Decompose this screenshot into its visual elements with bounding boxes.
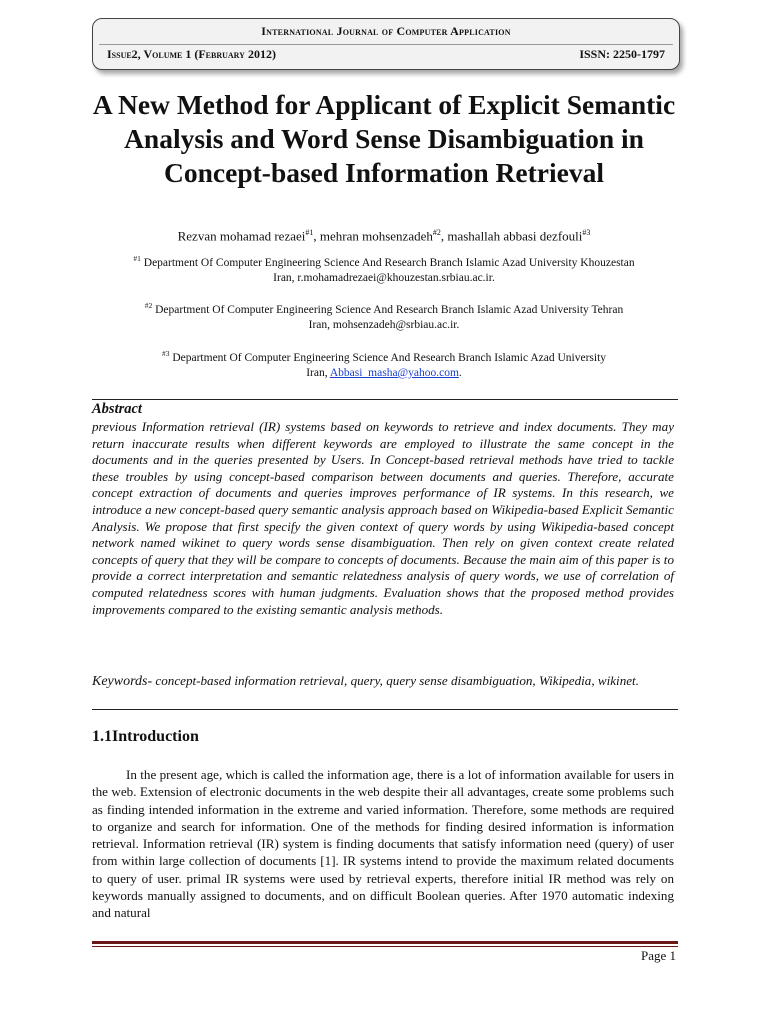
affiliation-line: Department Of Computer Engineering Science And Research Branch Islamic Azad University (169, 351, 607, 364)
header-divider (99, 44, 673, 45)
affiliation-line: Department Of Computer Engineering Science And Research Branch Islamic Azad University Khouzestan (140, 256, 635, 269)
affiliation-marker: #3 (161, 349, 170, 358)
email-link[interactable]: Abbasi_masha@yahoo.com (329, 366, 459, 379)
affiliation-marker: #1 (133, 254, 141, 263)
author-marker: #1 (305, 228, 314, 237)
author-name: Rezvan mohamad rezaei (177, 228, 306, 244)
affiliation-email-prefix: Iran, (306, 366, 330, 379)
section-heading-introduction: 1.1Introduction (92, 728, 199, 745)
abstract-text: previous Information retrieval (IR) systems based on keywords to retrieve and index documents. They may return inaccurate results when different keywords are employed to illustrate the same concept in the documents and in the queries presented by Users. In Concept-based retrieval methods have tried to tackle these troubles by using concept-based comparison between documents and queries. Therefore, accurate concept extraction of documents and queries improves performance of IR systems. In this research, we introduce a new concept-based query semantic analysis approach based on Wikipedia-based Explicit Semantic Analysis. We propose that first specify the given context of query words by using Wikipedia-based concept network named wikinet to query words sense disambiguation. Then rely on given context create related concepts of query that they will be compare to concepts of documents. Because the main aim of this paper is to provide a correct interpretation and semantic relatedness analysis of query words, we use of correlation of computed relatedness scores with human judgments. Evaluation shows that the proposed method provides improvements compared to the existing semantic analysis methods. (92, 419, 674, 617)
abstract-bottom-rule (92, 709, 678, 710)
abstract-top-rule (92, 399, 678, 400)
author-list (60, 228, 708, 244)
page-number: Page 1 (640, 948, 676, 963)
affiliation-email-line: Iran, mohsenzadeh@srbiau.ac.ir. (308, 318, 460, 331)
affiliation-line: Department Of Computer Engineering Science And Research Branch Islamic Azad University Tehran (152, 303, 624, 316)
journal-header-banner (92, 18, 680, 70)
affiliation-email-suffix: . (458, 366, 462, 379)
author-name: , mehran mohsenzadeh (313, 228, 433, 244)
affiliation-marker: #2 (144, 301, 153, 310)
footer-rule-thin (92, 946, 678, 947)
footer-rule (92, 941, 678, 944)
paper-title: A New Method for Applicant of Explicit Semantic Analysis and Word Sense Disambiguation in Concept-based Information Retrieval (92, 89, 676, 188)
issue-info: Issue2, Volume 1 (February 2012) (107, 47, 276, 61)
affiliation-email-line: Iran, r.mohamadrezaei@khouzestan.srbiau.ac.ir. (273, 271, 495, 284)
issn: ISSN: 2250-1797 (579, 47, 665, 61)
introduction-text: In the present age, which is called the information age, there is a lot of information available for users in the web. Extension of electronic documents in the web despite their all advantages, create some problems such as finding intended information in the extreme and varied information. Therefore, some methods are required to organize and search for information. One of the methods for finding desired information is information retrieval. Information retrieval (IR) system is finding documents that satisfy information need (query) of user from within large collection of documents [1]. IR systems intend to provide the maximum related documents to query of user. primal IR systems were used by retrieval experts, therefore initial IR method was rely on keywords manually assigned to documents, and on difficult Boolean queries. After 1970 automatic indexing and natural (92, 767, 674, 921)
affiliation-2 (60, 298, 708, 333)
affiliation-3 (60, 346, 708, 381)
abstract-heading: Abstract (92, 401, 142, 417)
keywords-text: concept-based information retrieval, query, query sense disambiguation, Wikipedia, wikinet. (152, 673, 639, 688)
author-marker: #3 (582, 228, 591, 237)
journal-name: International Journal of Computer Application (261, 24, 511, 38)
author-name: , mashallah abbasi dezfouli (440, 228, 583, 244)
keywords-label: Keywords- (92, 674, 153, 689)
keywords (92, 672, 674, 690)
affiliation-1 (60, 251, 708, 286)
author-marker: #2 (432, 228, 441, 237)
